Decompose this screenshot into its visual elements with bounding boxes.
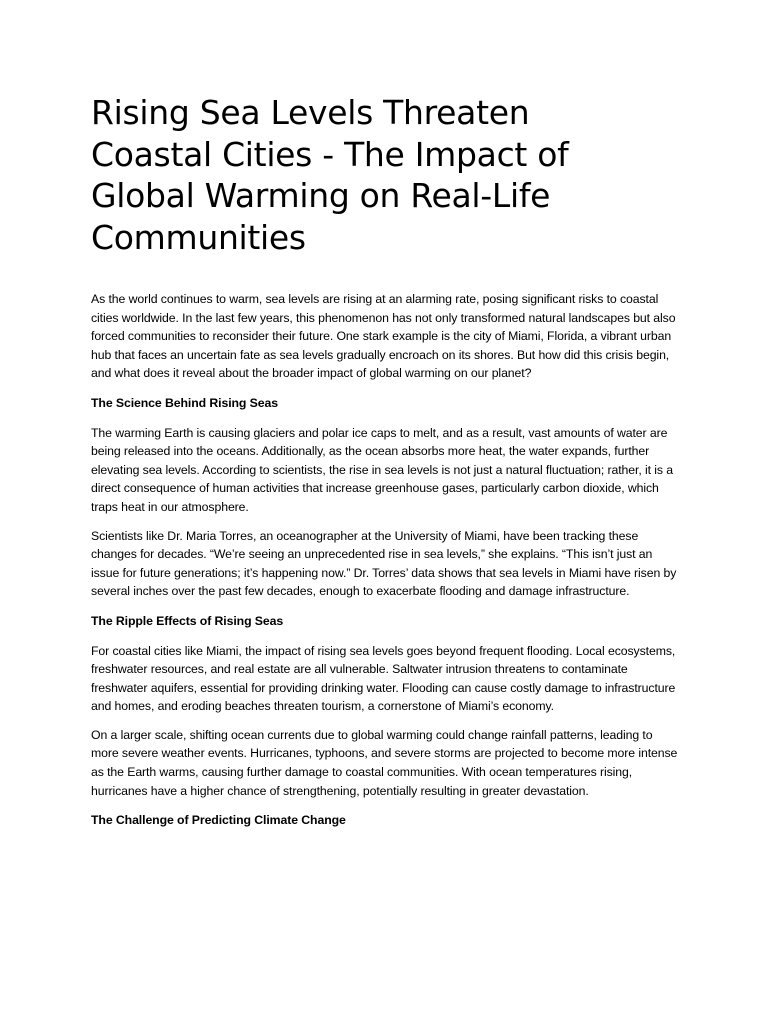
- section-heading-ripple: The Ripple Effects of Rising Seas: [91, 613, 284, 628]
- section-heading-challenge: The Challenge of Predicting Climate Change: [91, 813, 346, 828]
- article-title: Rising Sea Levels Threaten Coastal Cities - The Impact of Global Warming on Real-Life Communities: [91, 93, 569, 257]
- science-paragraph-2: Scientists like Dr. Maria Torres, an oceanographer at the University of Miami, have been tracking these changes for decades. “We’re seeing an unprecedented rise in sea levels,” she explains. “This isn’t just an issue for future generations; it’s happening now.” Dr. Torres’ data shows that sea levels in Miami have risen by several inches over the past few decades, enough to exacerbate flooding and damage infrastructure.: [91, 528, 677, 599]
- intro-paragraph: As the world continues to warm, sea levels are rising at an alarming rate, posing significant risks to coastal cities worldwide. In the last few years, this phenomenon has not only transformed natural landscapes but also forced communities to reconsider their future. One stark example is the city of Miami, Florida, a vibrant urban hub that faces an uncertain fate as sea levels gradually encroach on its shores. But how did this crisis begin, and what does it reveal about the broader impact of global warming on our planet?: [91, 292, 676, 381]
- science-paragraph-1: The warming Earth is causing glaciers and polar ice caps to melt, and as a result, vast amounts of water are being released into the oceans. Additionally, as the ocean absorbs more heat, the water expands, further elevating sea levels. According to scientists, the rise in sea levels is not just a natural fluctuation; rather, it is a direct consequence of human activities that increase greenhouse gases, particularly carbon dioxide, which traps heat in our atmosphere.: [91, 425, 673, 514]
- section-heading-science: The Science Behind Rising Seas: [91, 395, 278, 410]
- ripple-paragraph-2: On a larger scale, shifting ocean currents due to global warming could change rainfall patterns, leading to more severe weather events. Hurricanes, typhoons, and severe storms are projected to become more intense as the Earth warms, causing further damage to coastal communities. With ocean temperatures rising, hurricanes have a higher chance of strengthening, potentially resulting in greater devastation.: [91, 727, 678, 798]
- document-page: [91, 92, 681, 830]
- ripple-paragraph-1: For coastal cities like Miami, the impact of rising sea levels goes beyond frequent flooding. Local ecosystems, freshwater resources, and real estate are all vulnerable. Saltwater intrusion threatens to contaminate freshwater aquifers, essential for providing drinking water. Flooding can cause costly damage to infrastructure and homes, and eroding beaches threaten tourism, a cornerstone of Miami’s economy.: [91, 643, 676, 714]
